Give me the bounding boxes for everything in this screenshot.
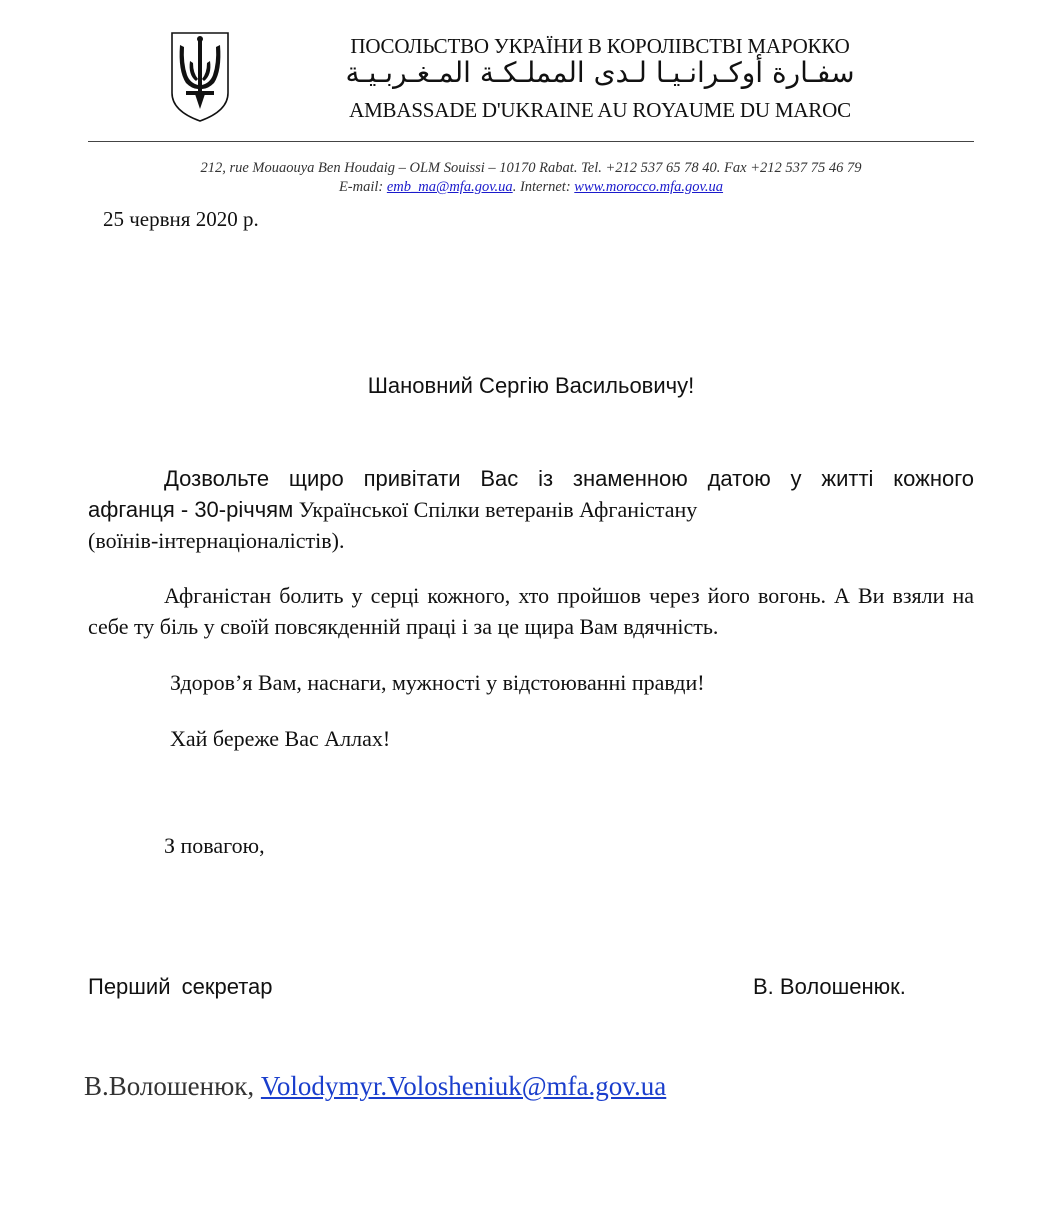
paragraph-line: Дозвольте щиро привітати Вас із знаменною датою у житті кожного	[164, 466, 974, 491]
contact-name: В.Волошенюк,	[84, 1071, 261, 1101]
paragraph-congratulation	[88, 463, 974, 556]
header-title-ar: سفـارة أوكـرانـيـا لـدى المملـكـة المـغـربـيـة	[345, 56, 855, 89]
signature-name: В. Волошенюк.	[753, 974, 906, 999]
embassy-email-link[interactable]: emb_ma@mfa.gov.ua	[386, 179, 513, 195]
signature-title: Перший секретар	[88, 974, 273, 999]
salutation: Шановний Сергію Васильовичу!	[367, 373, 695, 398]
closing-phrase: З повагою,	[164, 833, 265, 858]
paragraph-blessing: Хай береже Вас Аллах!	[170, 726, 391, 751]
contact-footer	[84, 1071, 666, 1102]
paragraph-text-serif: Української Спілки ветеранів Афганістану	[293, 497, 698, 522]
paragraph-text-serif: (воїнів-інтернаціоналістів).	[88, 528, 345, 553]
header-divider	[88, 141, 974, 142]
paragraph-wishes: Здоров’я Вам, наснаги, мужності у відстоюванні правди!	[170, 670, 705, 695]
paragraph-text-sans: афганця - 30-річчям	[88, 497, 294, 522]
trident-emblem-icon	[168, 31, 232, 123]
letter-date: 25 червня 2020 р.	[103, 207, 259, 231]
address-line: 212, rue Mouaouya Ben Houdaig – OLM Souissi – 10170 Rabat. Tel. +212 537 65 78 40. Fax +212 537 75 46 79	[200, 160, 862, 176]
paragraph-afghanistan: Афганістан болить у серці кожного, хто пройшов через його вогонь. А Ви взяли на себе ту біль у своїй повсякденній праці і за це щира Вам вдячність.	[88, 583, 974, 639]
email-label: E-mail:	[338, 179, 387, 195]
header-title-fr: AMBASSADE D'UKRAINE AU ROYAUME DU MAROC	[349, 98, 851, 122]
embassy-website-link[interactable]: www.morocco.mfa.gov.ua	[574, 179, 724, 195]
contact-email-link[interactable]: Volodymyr.Volosheniuk@mfa.gov.ua	[260, 1071, 667, 1101]
header-title-ua: ПОСОЛЬСТВО УКРАЇНИ В КОРОЛІВСТВІ МАРОККО	[350, 34, 850, 58]
internet-label: . Internet:	[512, 179, 575, 195]
contact-line	[88, 179, 974, 196]
